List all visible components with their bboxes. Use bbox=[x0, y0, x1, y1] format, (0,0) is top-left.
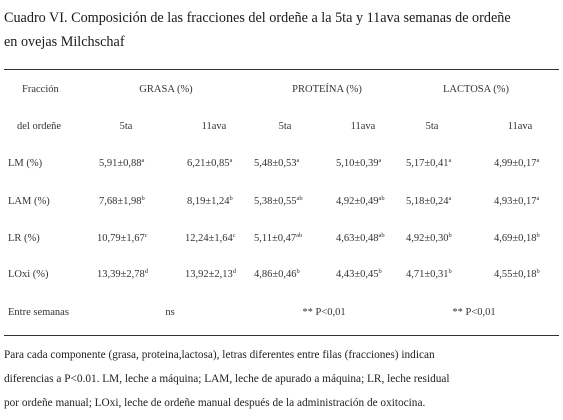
header-week-lactosa-11ava: 11ava bbox=[507, 121, 533, 132]
footnote-line-1: Para cada componente (grasa, proteina,lactosa), letras diferentes entre filas (fracciones) indican bbox=[4, 349, 435, 361]
table-top-rule bbox=[4, 69, 559, 70]
footnote-line-3: por ordeñe manual; LOxi, leche de ordeñe manual después de la administración de oxitocina. bbox=[4, 397, 426, 409]
lactosa-significance: ** P<0,01 bbox=[452, 307, 496, 318]
header-group-grasa: GRASA (%) bbox=[139, 84, 193, 95]
header-week-proteina-11ava: 11ava bbox=[350, 121, 376, 132]
value-cell: 4,86±0,46$^b$ bbox=[254, 268, 300, 280]
value-cell: 5,91±0,88$^a$ bbox=[99, 157, 145, 169]
value-cell: 6,21±0,85$^a$ bbox=[187, 157, 233, 169]
row-label: Entre semanas bbox=[8, 307, 69, 318]
table-bottom-rule bbox=[4, 335, 559, 336]
header-week-proteina-5ta: 5ta bbox=[278, 121, 292, 132]
value-cell: 5,38±0,55$^{ab}$ bbox=[254, 195, 303, 207]
value-cell: 8,19±1,24$^b$ bbox=[187, 195, 233, 207]
row-label: LAM (%) bbox=[8, 196, 50, 207]
header-group-lactosa: LACTOSA (%) bbox=[442, 84, 510, 95]
header-week-grasa-11ava: 11ava bbox=[201, 121, 227, 132]
header-week-grasa-5ta: 5ta bbox=[119, 121, 133, 132]
caption-line-1: Cuadro VI. Composición de las fracciones del ordeñe a la 5ta y 11ava semanas de ordeñe bbox=[4, 10, 511, 26]
value-cell: 4,63±0,48$^{ab}$ bbox=[336, 232, 385, 244]
value-cell: 12,24±1,64$^c$ bbox=[185, 232, 236, 244]
caption-line-2: en ovejas Milchschaf bbox=[4, 34, 125, 50]
value-cell: 5,48±0,53$^a$ bbox=[254, 157, 300, 169]
header-week-lactosa-5ta: 5ta bbox=[425, 121, 439, 132]
grasa-significance: ns bbox=[165, 307, 175, 318]
header-group-proteina: PROTEÍNA (%) bbox=[292, 84, 362, 95]
table-footnote bbox=[4, 343, 560, 415]
value-cell: 4,92±0,49$^{ab}$ bbox=[336, 195, 385, 207]
value-cell: 4,43±0,45$^b$ bbox=[336, 268, 382, 280]
header-fraction-label: Fracción bbox=[22, 84, 59, 95]
value-cell: 10,79±1,67$^c$ bbox=[97, 232, 148, 244]
proteina-significance: ** P<0,01 bbox=[302, 307, 346, 318]
value-cell: 4,92±0,30$^b$ bbox=[406, 232, 452, 244]
row-label: LM (%) bbox=[8, 158, 43, 169]
value-cell: 5,17±0,41$^a$ bbox=[406, 157, 452, 169]
header-fraction-label-2: del ordeñe bbox=[17, 121, 62, 132]
value-cell: 4,93±0,17$^a$ bbox=[494, 195, 540, 207]
row-label: LR (%) bbox=[8, 233, 40, 244]
value-cell: 5,18±0,24$^a$ bbox=[406, 195, 452, 207]
value-cell: 7,68±1,98$^b$ bbox=[99, 195, 145, 207]
table-caption bbox=[4, 6, 560, 54]
value-cell: 4,99±0,17$^a$ bbox=[494, 157, 540, 169]
footnote-line-2: diferencias a P<0.01. LM, leche a máquina; LAM, leche de apurado a máquina; LR, leche residual bbox=[4, 373, 450, 385]
value-cell: 4,71±0,31$^b$ bbox=[406, 268, 452, 280]
row-label: LOxi (%) bbox=[8, 269, 49, 280]
value-cell: 4,69±0,18$^b$ bbox=[494, 232, 540, 244]
value-cell: 5,11±0,47$^{ab}$ bbox=[254, 232, 303, 244]
value-cell: 5,10±0,39$^a$ bbox=[336, 157, 382, 169]
value-cell: 4,55±0,18$^b$ bbox=[494, 268, 540, 280]
value-cell: 13,92±2,13$^d$ bbox=[185, 268, 237, 280]
value-cell: 13,39±2,78$^d$ bbox=[97, 268, 149, 280]
